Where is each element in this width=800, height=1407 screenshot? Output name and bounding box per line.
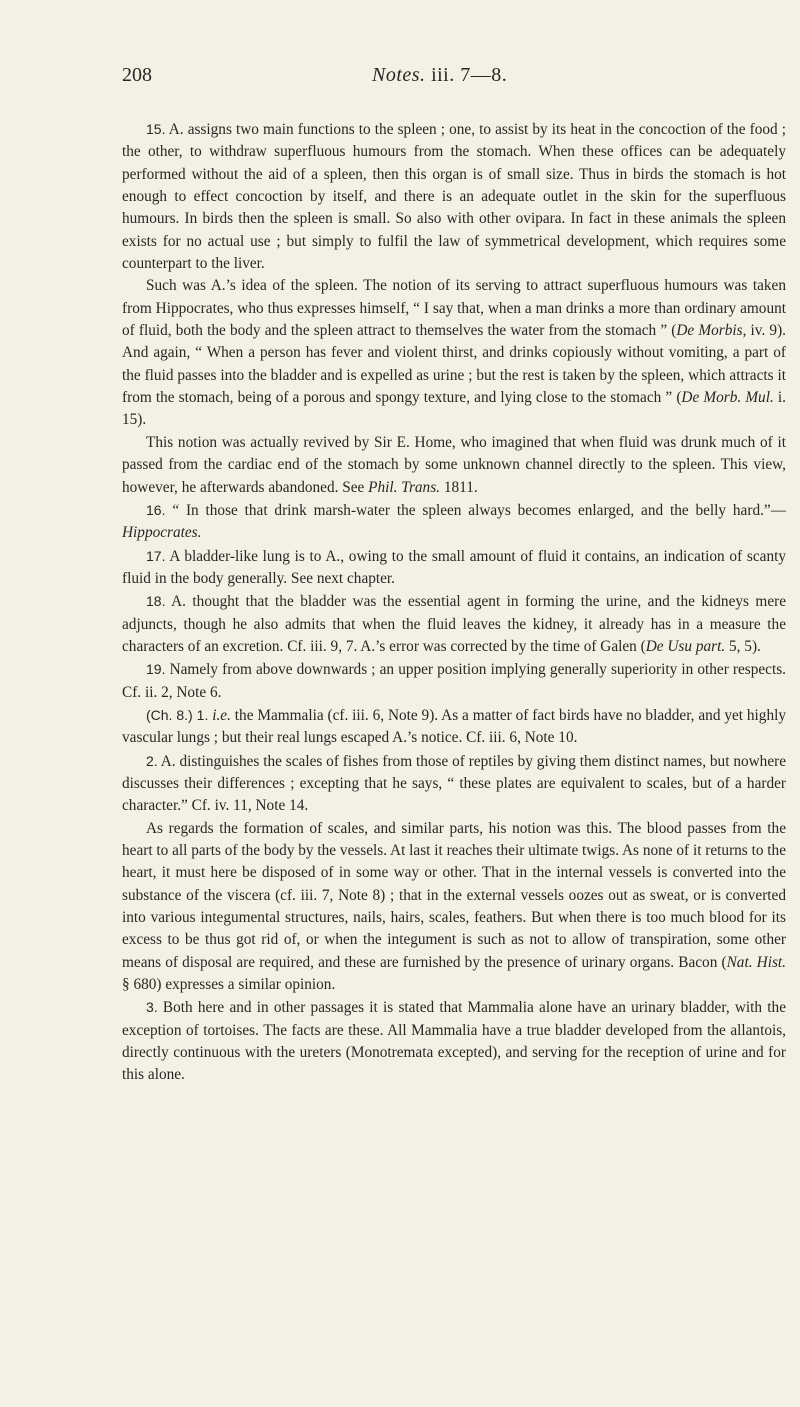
citation-italic: De Usu part.	[645, 637, 726, 655]
note-number: 3.	[146, 999, 158, 1016]
note-text: § 680) expresses a similar opinion.	[122, 976, 336, 994]
note-paragraph	[122, 545, 786, 591]
note-number: 15.	[146, 121, 166, 137]
note-text: A. thought that the bladder was the essential agent in forming the urine, and the kidneys mere adjuncts, though he also admits that when the fluid leaves the kidney, it already has in a measure the characters of an excretion. Cf. iii. 9, 7. A.’s error was corrected by the time of Galen (	[122, 593, 786, 655]
note-text: Both here and in other passages it is stated that Mammalia alone have an urinary bladder, with the exception of tortoises. The facts are these. All Mammalia have a true bladder developed from the allantois, directly continuous with the ureters (Monotremata excepted), and serving for the reception of urine and for this alone.	[122, 999, 786, 1084]
note-text: 5, 5).	[725, 637, 761, 655]
note-text: “ In those that drink marsh-water the spleen always becomes enlarged, and the belly hard.”—	[172, 501, 786, 519]
note-paragraph	[122, 118, 786, 275]
note-number: 16.	[146, 501, 166, 518]
running-head-reference: iii. 7—8.	[431, 64, 508, 86]
note-number: 19.	[146, 661, 166, 678]
note-paragraph	[122, 704, 786, 750]
note-text: A bladder-like lung is to A., owing to the small amount of fluid it contains, an indication of scanty fluid in the body generally. See next chapter.	[122, 547, 786, 587]
note-paragraph	[122, 750, 786, 818]
note-paragraph	[122, 818, 786, 997]
note-paragraph	[122, 996, 786, 1086]
note-paragraph	[122, 432, 786, 499]
citation-italic: De Morbis	[676, 322, 743, 340]
note-text: Such was A.’s idea of the spleen. The notion of its serving to attract superfluous humours was taken from Hippocrates, who thus expresses himself, “ I say that, when a man drinks a more than ordinary amount of fluid, both the body and the spleen attract to themselves the water from the stomach ” (	[122, 277, 786, 340]
note-paragraph	[122, 590, 786, 658]
citation-italic: Nat. Hist.	[726, 953, 787, 971]
note-text: A. distinguishes the scales of fishes from those of reptiles by giving them distinct names, but nowhere discusses their differences ; excepting that he says, “ these plates are equivalent to scales, but of a harder character.” Cf. iv. 11, Note 14.	[122, 752, 786, 815]
note-paragraph	[122, 275, 786, 431]
note-number: 2.	[146, 752, 158, 769]
citation-italic: i.e.	[212, 706, 231, 724]
citation-italic: De Morb. Mul.	[681, 389, 774, 407]
note-text: As regards the formation of scales, and similar parts, his notion was this. The blood passes from the heart to all parts of the body by the vessels. At last it reaches their ultimate twigs. As none of it returns to the heart, it must here be disposed of in some way or other. That in the internal vessels is converted into the substance of the viscera (cf. iii. 7, Note 8) ; that in the external vessels oozes out as sweat, or is converted into various integumental structures, nails, hairs, scales, feathers. But when there is too much blood for its excess to be thus got rid of, or when the integument is such as not to allow of transpiration, some other means of disposal are required, and these are furnished by the presence of urinary organs. Bacon (	[122, 819, 786, 971]
note-paragraph	[122, 499, 786, 545]
note-number: 18.	[146, 593, 166, 610]
note-number: (Ch. 8.) 1.	[146, 706, 209, 723]
page-number: 208	[122, 64, 152, 86]
notes-body	[122, 118, 786, 1087]
citation-italic: Phil. Trans.	[368, 478, 440, 496]
note-paragraph	[122, 658, 786, 704]
running-head	[372, 64, 507, 87]
note-text: 1811.	[440, 478, 478, 496]
citation-italic: Hippocrates.	[122, 524, 202, 542]
note-number: 17.	[146, 547, 166, 564]
running-head-title: Notes.	[372, 64, 426, 86]
note-text: i. 15).	[122, 389, 786, 429]
note-text: the Mammalia (cf. iii. 6, Note 9). As a matter of fact birds have no bladder, and yet highly vascular lungs ; but their real lungs escaped A.’s notice. Cf. iii. 6, Note 10.	[122, 706, 786, 747]
note-text: Namely from above downwards ; an upper position implying generally superiority in other respects. Cf. ii. 2, Note 6.	[122, 661, 787, 701]
note-text: , iv. 9). And again, “ When a person has fever and violent thirst, and drinks copiously without vomiting, a part of the fluid passes into the bladder and is expelled as urine ; but the rest is taken by the spleen, which attracts it from the stomach, being of a porous and spongy texture, and lying close to the stomach ” (	[122, 322, 786, 407]
page-header	[122, 64, 720, 94]
note-text: A. assigns two main functions to the spleen ; one, to assist by its heat in the concoction of the food ; the other, to withdraw superfluous humours from the stomach. When these offices can be adequately performed without the aid of a spleen, then this organ is of small size. Thus in birds the stomach is hot enough to effect concoction by itself, and there is an adequate outlet in the skin for the superfluous humours. In birds then the spleen is small. So also with other ovipara. In fact in these animals the spleen exists for no actual use ; but simply to fulfil the law of symmetrical development, which requires some counterpart to the liver.	[122, 121, 786, 273]
note-text: This notion was actually revived by Sir E. Home, who imagined that when fluid was drunk much of it passed from the cardiac end of the stomach by some unknown channel directly to the spleen. This view, however, he afterwards abandoned. See	[122, 433, 786, 496]
